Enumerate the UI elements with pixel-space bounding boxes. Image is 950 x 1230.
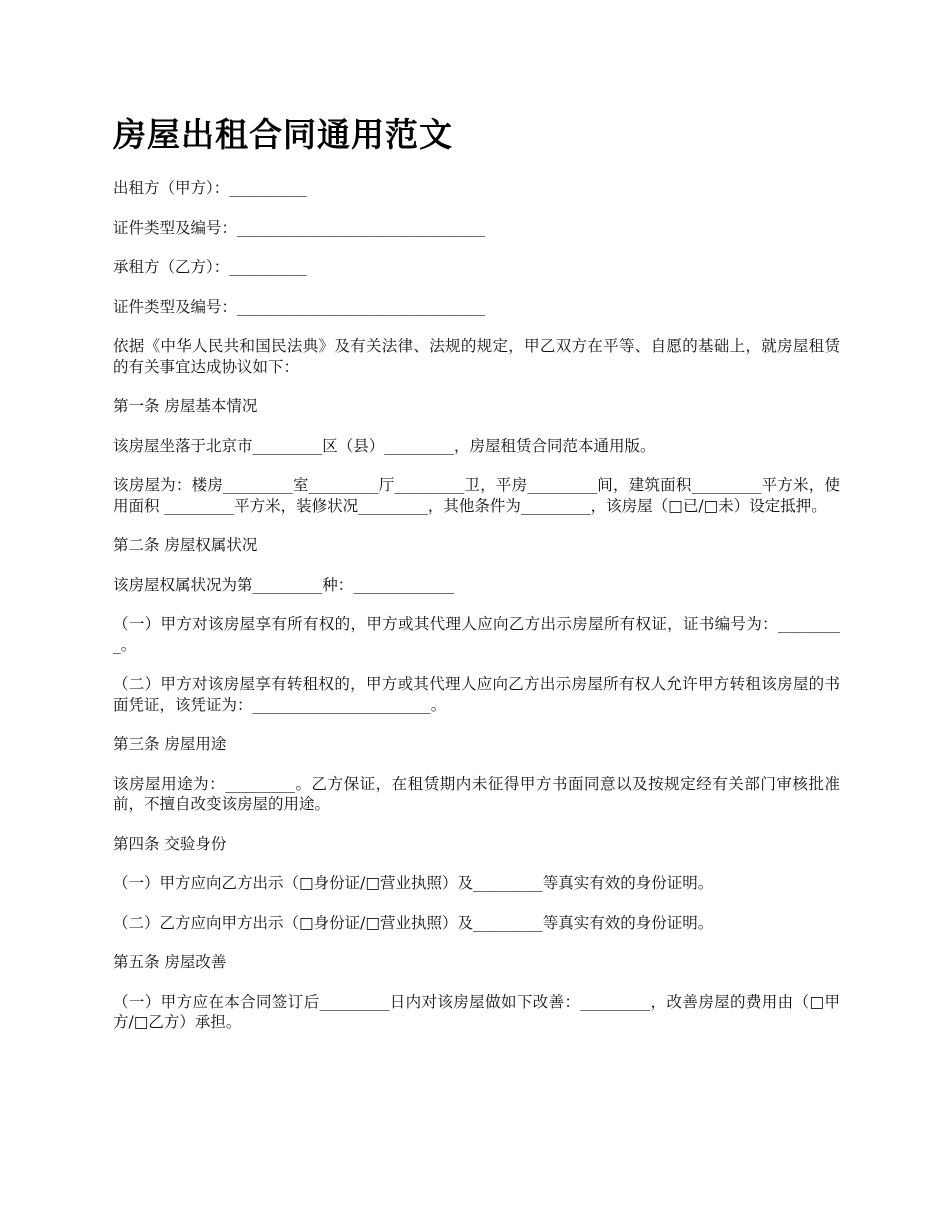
document-title: 房屋出租合同通用范文 bbox=[113, 115, 453, 154]
article-4-heading: 第四条 交验身份 bbox=[113, 834, 227, 853]
lessor-id-field: 证件类型及编号：________________________________ bbox=[113, 218, 486, 237]
article-3-usage: 该房屋用途为：_________。乙方保证，在租赁期内未征得甲方书面同意以及按规定经有关部门审核批准前，不擅自改变该房屋的用途。 bbox=[113, 774, 840, 813]
article-5-clause-1: （一）甲方应在本合同签订后_________日内对该房屋做如下改善：_________，改善房屋的费用由（□甲方/□乙方）承担。 bbox=[113, 992, 840, 1031]
article-5-heading: 第五条 房屋改善 bbox=[113, 953, 227, 971]
article-2-status: 该房屋权属状况为第_________种：_____________ bbox=[113, 575, 455, 594]
article-2-heading: 第二条 房屋权属状况 bbox=[113, 536, 258, 554]
article-2-clause-1: （一）甲方对该房屋享有所有权的，甲方或其代理人应向乙方出示房屋所有权证，证书编号为：_________。 bbox=[113, 615, 840, 654]
preamble-paragraph: 依据《中华人民共和国民法典》及有关法律、法规的规定，甲乙双方在平等、自愿的基础上，就房屋租赁的有关事宜达成协议如下： bbox=[113, 337, 840, 376]
article-2-clause-2: （二）甲方对该房屋享有转租权的，甲方或其代理人应向乙方出示房屋所有权人允许甲方转租该房屋的书面凭证，该凭证为：_______________________。 bbox=[113, 675, 840, 714]
document-body bbox=[113, 112, 840, 1052]
article-4-clause-2: （二）乙方应向甲方出示（□身份证/□营业执照）及_________等真实有效的身份证明。 bbox=[113, 913, 714, 932]
article-1-heading: 第一条 房屋基本情况 bbox=[113, 397, 258, 415]
lessor-field: 出租方（甲方）：__________ bbox=[113, 179, 307, 197]
article-4-clause-1: （一）甲方应向乙方出示（□身份证/□营业执照）及_________等真实有效的身份证明。 bbox=[113, 874, 714, 892]
lessee-field: 承租方（乙方）：__________ bbox=[113, 258, 307, 276]
article-1-details: 该房屋为：楼房_________室_________厅_________卫，平房_________间，建筑面积_________平方米，使用面积 _________平方米，装修状况_________，其他条件为_________，该房屋（□已/□未）设定抵押。 bbox=[113, 476, 840, 515]
article-3-heading: 第三条 房屋用途 bbox=[113, 735, 227, 753]
lessee-id-field: 证件类型及编号：________________________________ bbox=[113, 297, 486, 316]
article-1-location: 该房屋坐落于北京市_________区（县）_________，房屋租赁合同范本通用版。 bbox=[113, 436, 656, 455]
